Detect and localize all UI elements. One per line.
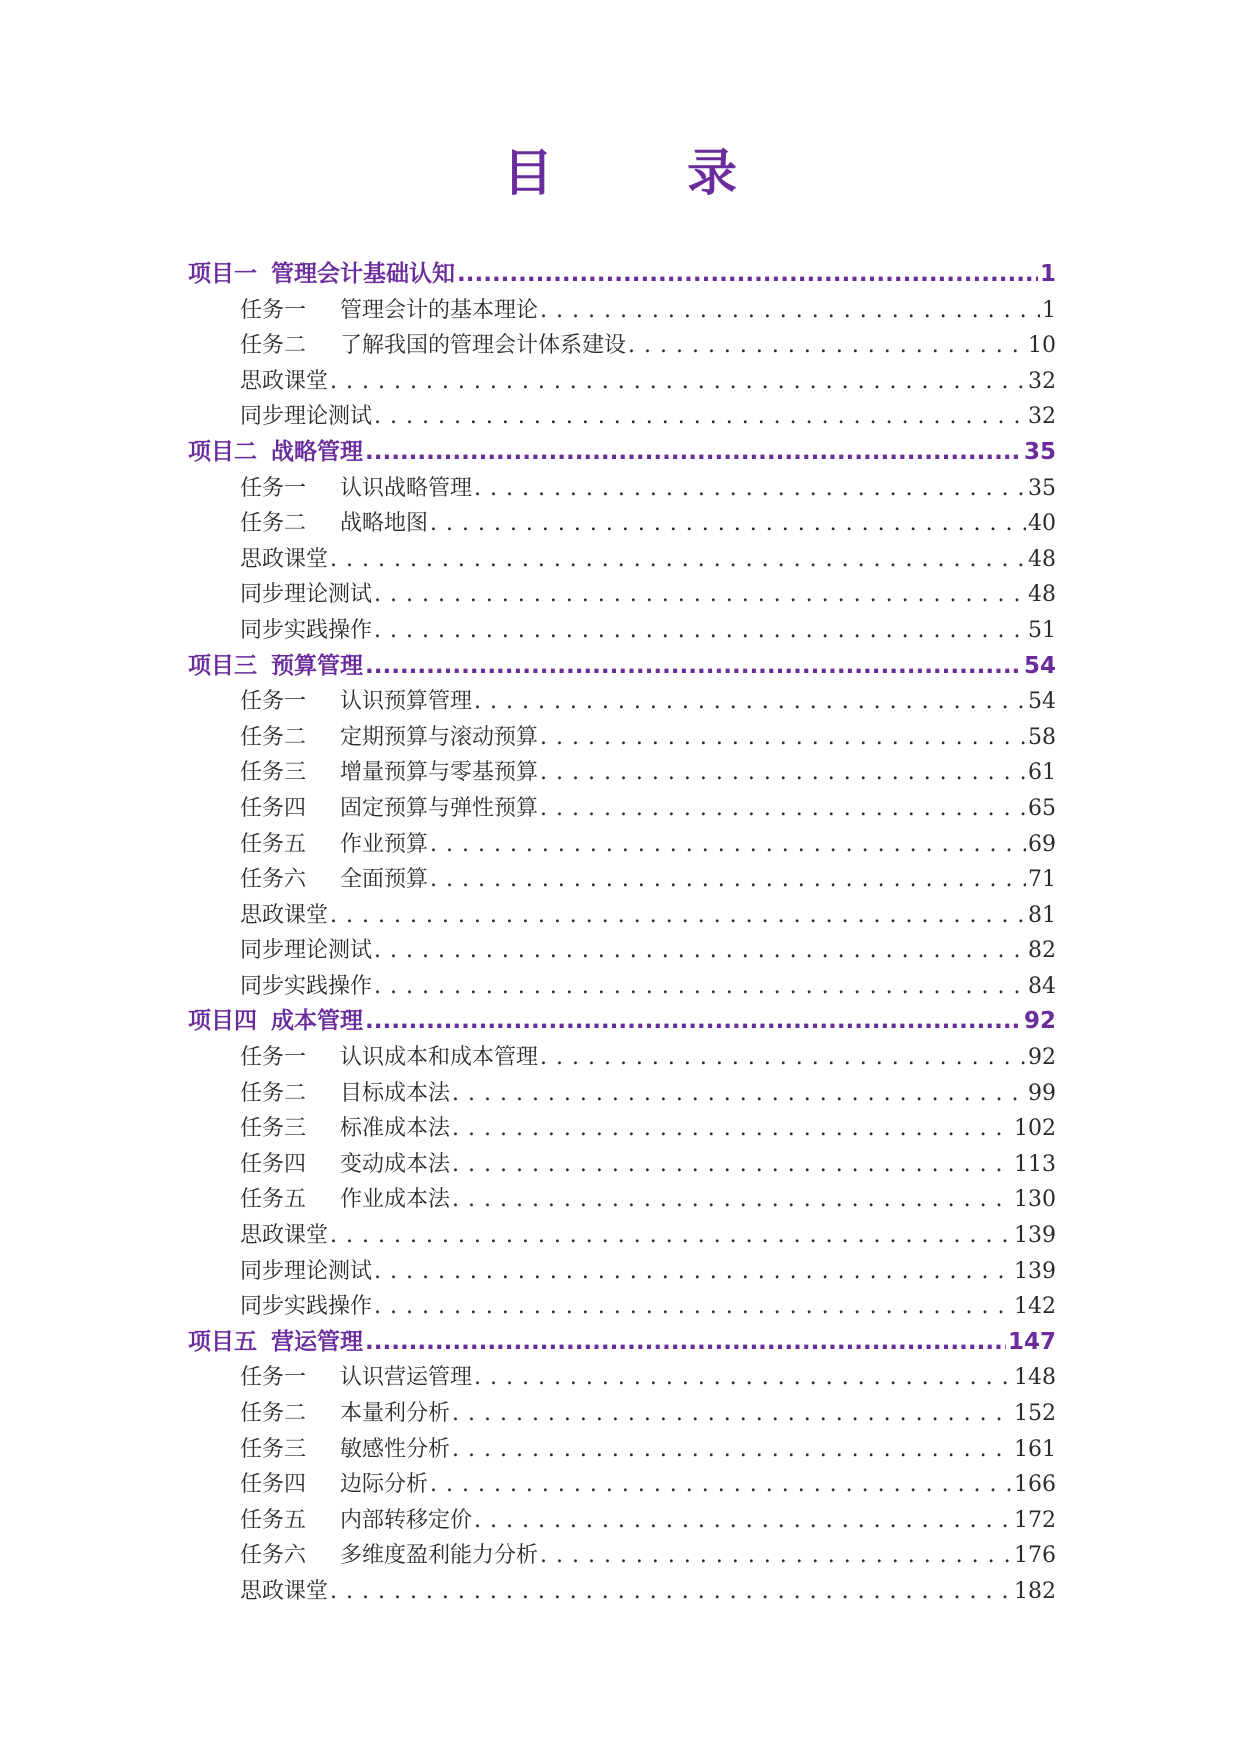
toc-entry-label: [240, 364, 328, 400]
toc-task-entry[interactable]: [188, 1360, 1056, 1396]
toc-entry-number: 任务四: [240, 1151, 307, 1177]
toc-entry-title: 目标成本法: [340, 1080, 451, 1106]
toc-entry-title: 成本管理: [271, 1008, 363, 1035]
toc-entry-label: [240, 933, 372, 969]
toc-entry-label: [240, 1218, 328, 1254]
toc-entry-title: 同步理论测试: [240, 582, 373, 608]
toc-entry-number: 任务三: [240, 1436, 307, 1462]
dot-leader: [365, 435, 1022, 471]
toc-entry-title: 同步实践操作: [240, 1294, 373, 1320]
toc-entry-title: 多维度盈利能力分析: [340, 1543, 539, 1569]
toc-entry-label: [240, 1503, 472, 1539]
toc-page-number: 71: [1028, 867, 1056, 893]
toc-entry-title: 同步实践操作: [240, 973, 373, 999]
dot-leader: [452, 1076, 1026, 1112]
toc-entry-title: 认识营运管理: [340, 1365, 473, 1391]
toc-task-entry[interactable]: [188, 1467, 1056, 1503]
toc-page-number: 54: [1023, 652, 1056, 679]
toc-task-entry[interactable]: [188, 577, 1056, 613]
dot-leader: [540, 1040, 1026, 1076]
toc-project-entry[interactable]: [188, 1004, 1056, 1040]
toc-entry-number: 项目四: [188, 1008, 257, 1035]
toc-entry-label: [240, 542, 328, 578]
toc-page-number: 113: [1014, 1151, 1056, 1177]
dot-leader: [330, 898, 1026, 934]
toc-task-entry[interactable]: [188, 862, 1056, 898]
toc-page-number: 176: [1014, 1543, 1056, 1569]
toc-entry-label: [240, 293, 538, 329]
toc-entry-number: 任务二: [240, 1401, 307, 1426]
toc-task-entry[interactable]: [188, 1432, 1056, 1468]
toc-page-number: 130: [1014, 1187, 1056, 1213]
dot-leader: [430, 1467, 1012, 1503]
toc-entry-label: [240, 1574, 328, 1610]
toc-page-number: 69: [1028, 831, 1056, 857]
dot-leader: [430, 506, 1026, 542]
dot-leader: [374, 399, 1026, 435]
toc-entry-number: 任务一: [240, 475, 307, 501]
toc-page-number: 32: [1028, 368, 1056, 394]
dot-leader: [430, 862, 1026, 898]
toc-page-number: 99: [1028, 1080, 1056, 1106]
toc-project-entry[interactable]: [188, 1325, 1056, 1361]
toc-entry-label: [240, 791, 538, 827]
toc-entry-number: 任务四: [240, 795, 307, 821]
toc-entry-label: [188, 649, 363, 685]
toc-page-number: 10: [1028, 333, 1056, 359]
toc-entry-number: 项目一: [188, 261, 257, 287]
toc-entry-label: [240, 1254, 372, 1290]
toc-entry-title: 同步理论测试: [240, 938, 373, 964]
toc-entry-title: 作业预算: [340, 831, 429, 857]
toc-entry-number: 项目五: [188, 1328, 257, 1355]
toc-entry-label: [240, 328, 626, 364]
toc-task-entry[interactable]: [188, 1147, 1056, 1183]
toc-entry-number: 任务三: [240, 760, 307, 786]
toc-page-number: 84: [1028, 973, 1056, 999]
toc-entry-title: 管理会计的基本理论: [340, 297, 539, 323]
dot-leader: [330, 1574, 1012, 1610]
toc-page-number: 58: [1028, 724, 1056, 750]
dot-leader: [374, 969, 1026, 1005]
toc-task-entry[interactable]: [188, 1182, 1056, 1218]
toc-entry-title: 固定预算与弹性预算: [340, 795, 539, 821]
toc-page-number: 48: [1028, 582, 1056, 608]
dot-leader: [628, 328, 1026, 364]
toc-page-number: 81: [1028, 902, 1056, 928]
toc-task-entry[interactable]: [188, 1289, 1056, 1325]
toc-entry-title: 思政课堂: [240, 902, 329, 928]
toc-task-entry[interactable]: [188, 328, 1056, 364]
toc-entry-title: 战略地图: [340, 511, 429, 537]
toc-page-number: 1: [1042, 297, 1056, 323]
toc-entry-title: 同步理论测试: [240, 404, 373, 430]
dot-leader: [330, 364, 1026, 400]
toc-entry-number: 项目二: [188, 438, 257, 465]
toc-entry-label: [240, 613, 372, 649]
toc-entry-title: 全面预算: [340, 867, 429, 893]
dot-leader: [365, 1325, 1006, 1361]
dot-leader: [365, 649, 1022, 685]
toc-project-entry[interactable]: [188, 257, 1056, 293]
dot-leader: [457, 257, 1038, 293]
toc-page-number: 51: [1028, 617, 1056, 643]
toc-entry-number: 任务一: [240, 297, 307, 323]
toc-task-entry[interactable]: [188, 827, 1056, 863]
toc-task-entry[interactable]: [188, 755, 1056, 791]
toc-entry-label: [240, 1538, 538, 1574]
toc-entry-title: 认识预算管理: [340, 689, 473, 715]
dot-leader: [452, 1147, 1012, 1183]
toc-page-number: 166: [1014, 1472, 1056, 1498]
toc-entry-label: [240, 827, 428, 863]
dot-leader: [374, 1289, 1012, 1325]
toc-entry-title: 了解我国的管理会计体系建设: [340, 333, 627, 359]
toc-entry-label: [240, 755, 538, 791]
toc-entry-label: [240, 1360, 472, 1396]
toc-entry-number: 任务二: [240, 511, 307, 537]
toc-task-entry[interactable]: [188, 613, 1056, 649]
toc-task-entry[interactable]: [188, 684, 1056, 720]
dot-leader: [452, 1111, 1012, 1147]
toc-page-number: 147: [1007, 1328, 1056, 1355]
toc-entry-number: 任务三: [240, 1116, 307, 1142]
toc-task-entry[interactable]: [188, 969, 1056, 1005]
toc-page-number: 40: [1028, 511, 1056, 537]
dot-leader: [330, 542, 1026, 578]
toc-entry-number: 任务五: [240, 1187, 307, 1213]
toc-entry-title: 思政课堂: [240, 368, 329, 394]
toc-entry-number: 任务六: [240, 1543, 307, 1569]
toc-entry-label: [240, 1111, 450, 1147]
toc-task-entry[interactable]: [188, 1396, 1056, 1432]
dot-leader: [474, 1503, 1012, 1539]
toc-entry-label: [240, 471, 472, 507]
toc-page-number: 148: [1014, 1365, 1056, 1391]
toc-task-entry[interactable]: [188, 898, 1056, 934]
toc-task-entry[interactable]: [188, 293, 1056, 329]
toc-entry-label: [240, 506, 428, 542]
toc-entry-label: [188, 435, 363, 471]
toc-entry-label: [240, 684, 472, 720]
toc-task-entry[interactable]: [188, 720, 1056, 756]
toc-entry-title: 本量利分析: [340, 1401, 451, 1426]
toc-entry-label: [188, 1325, 363, 1361]
page-title: 目 录: [503, 144, 779, 202]
toc-entry-title: 管理会计基础认知: [271, 261, 455, 287]
toc-entry-title: 预算管理: [271, 652, 363, 679]
toc-task-entry[interactable]: [188, 933, 1056, 969]
toc-page-number: 139: [1014, 1223, 1056, 1249]
toc-task-entry[interactable]: [188, 1254, 1056, 1290]
dot-leader: [365, 1004, 1022, 1040]
toc-page-number: 102: [1014, 1116, 1056, 1142]
toc-entry-title: 战略管理: [271, 438, 363, 465]
toc-project-entry[interactable]: [188, 435, 1056, 471]
toc-entry-number: 任务六: [240, 867, 307, 893]
toc-entry-title: 思政课堂: [240, 1578, 329, 1604]
toc-entry-label: [240, 1040, 538, 1076]
toc-entry-number: 任务五: [240, 831, 307, 857]
toc-entry-label: [240, 720, 538, 756]
toc-entry-title: 敏感性分析: [340, 1436, 451, 1462]
toc-task-entry[interactable]: [188, 1574, 1056, 1610]
toc-entry-title: 同步理论测试: [240, 1258, 373, 1284]
toc-entry-label: [240, 399, 372, 435]
toc-task-entry[interactable]: [188, 1076, 1056, 1112]
dot-leader: [452, 1432, 1012, 1468]
toc-task-entry[interactable]: [188, 399, 1056, 435]
toc-task-entry[interactable]: [188, 1218, 1056, 1254]
toc-page-number: 61: [1028, 760, 1056, 786]
toc-task-entry[interactable]: [188, 471, 1056, 507]
toc-entry-label: [240, 1182, 450, 1218]
dot-leader: [540, 1538, 1012, 1574]
dot-leader: [474, 684, 1026, 720]
dot-leader: [540, 720, 1026, 756]
toc-page-number: 172: [1014, 1507, 1056, 1533]
toc-task-entry[interactable]: [188, 1040, 1056, 1076]
toc-entry-title: 营运管理: [271, 1328, 363, 1355]
toc-task-entry[interactable]: [188, 1503, 1056, 1539]
dot-leader: [374, 577, 1026, 613]
toc-entry-title: 认识战略管理: [340, 475, 473, 501]
toc-entry-title: 作业成本法: [340, 1187, 451, 1213]
toc-page-number: 32: [1028, 404, 1056, 430]
dot-leader: [474, 471, 1026, 507]
dot-leader: [540, 791, 1026, 827]
toc-entry-title: 认识成本和成本管理: [340, 1045, 539, 1071]
toc-entry-label: [240, 898, 328, 934]
toc-page-number: 35: [1028, 475, 1056, 501]
toc-entry-title: 增量预算与零基预算: [340, 760, 539, 786]
toc-project-entry[interactable]: [188, 649, 1056, 685]
dot-leader: [452, 1396, 1012, 1432]
dot-leader: [374, 1254, 1012, 1290]
toc-entry-label: [240, 577, 372, 613]
toc-task-entry[interactable]: [188, 364, 1056, 400]
toc-entry-title: 定期预算与滚动预算: [340, 724, 539, 750]
toc-entry-number: 任务一: [240, 1045, 307, 1071]
toc-page-number: 142: [1014, 1294, 1056, 1320]
toc-page-number: 35: [1023, 438, 1056, 465]
toc-task-entry[interactable]: [188, 791, 1056, 827]
toc-page-number: 48: [1028, 546, 1056, 572]
dot-leader: [374, 933, 1026, 969]
toc-task-entry[interactable]: [188, 1538, 1056, 1574]
toc-entry-title: 内部转移定价: [340, 1507, 473, 1533]
toc-entry-label: [240, 969, 372, 1005]
dot-leader: [330, 1218, 1012, 1254]
toc-entry-title: 同步实践操作: [240, 617, 373, 643]
toc-entry-title: 变动成本法: [340, 1151, 451, 1177]
toc-entry-title: 边际分析: [340, 1472, 429, 1498]
toc-entry-label: [240, 1467, 428, 1503]
toc-entry-number: 任务一: [240, 1365, 307, 1391]
toc-page-number: 65: [1028, 795, 1056, 821]
toc-entry-label: [240, 1432, 450, 1468]
toc-page-number: 54: [1028, 689, 1056, 715]
toc-entry-number: 任务五: [240, 1507, 307, 1533]
table-of-contents: [188, 257, 1056, 1610]
toc-entry-label: [188, 257, 455, 293]
toc-entry-number: 任务二: [240, 333, 307, 359]
toc-page-number: 82: [1028, 938, 1056, 964]
dot-leader: [474, 1360, 1012, 1396]
toc-entry-label: [240, 1289, 372, 1325]
toc-entry-title: 思政课堂: [240, 546, 329, 572]
toc-entry-label: [240, 1076, 450, 1112]
toc-entry-number: 任务二: [240, 1080, 307, 1106]
dot-leader: [430, 827, 1026, 863]
toc-page-number: 1: [1039, 261, 1056, 287]
dot-leader: [540, 293, 1040, 329]
toc-entry-label: [240, 862, 428, 898]
toc-page-number: 152: [1014, 1401, 1056, 1426]
dot-leader: [374, 613, 1026, 649]
toc-entry-number: 项目三: [188, 652, 257, 679]
toc-entry-label: [188, 1004, 363, 1040]
toc-page-number: 161: [1014, 1436, 1056, 1462]
toc-entry-label: [240, 1396, 450, 1432]
toc-entry-title: 思政课堂: [240, 1223, 329, 1249]
toc-page-number: 182: [1014, 1578, 1056, 1604]
toc-entry-number: 任务四: [240, 1472, 307, 1498]
dot-leader: [452, 1182, 1012, 1218]
toc-task-entry[interactable]: [188, 506, 1056, 542]
toc-entry-number: 任务二: [240, 724, 307, 750]
toc-entry-title: 标准成本法: [340, 1116, 451, 1142]
toc-page-number: 92: [1028, 1045, 1056, 1071]
toc-page-number: 92: [1023, 1008, 1056, 1035]
toc-task-entry[interactable]: [188, 1111, 1056, 1147]
toc-task-entry[interactable]: [188, 542, 1056, 578]
toc-entry-number: 任务一: [240, 689, 307, 715]
toc-page-number: 139: [1014, 1258, 1056, 1284]
toc-entry-label: [240, 1147, 450, 1183]
dot-leader: [540, 755, 1026, 791]
